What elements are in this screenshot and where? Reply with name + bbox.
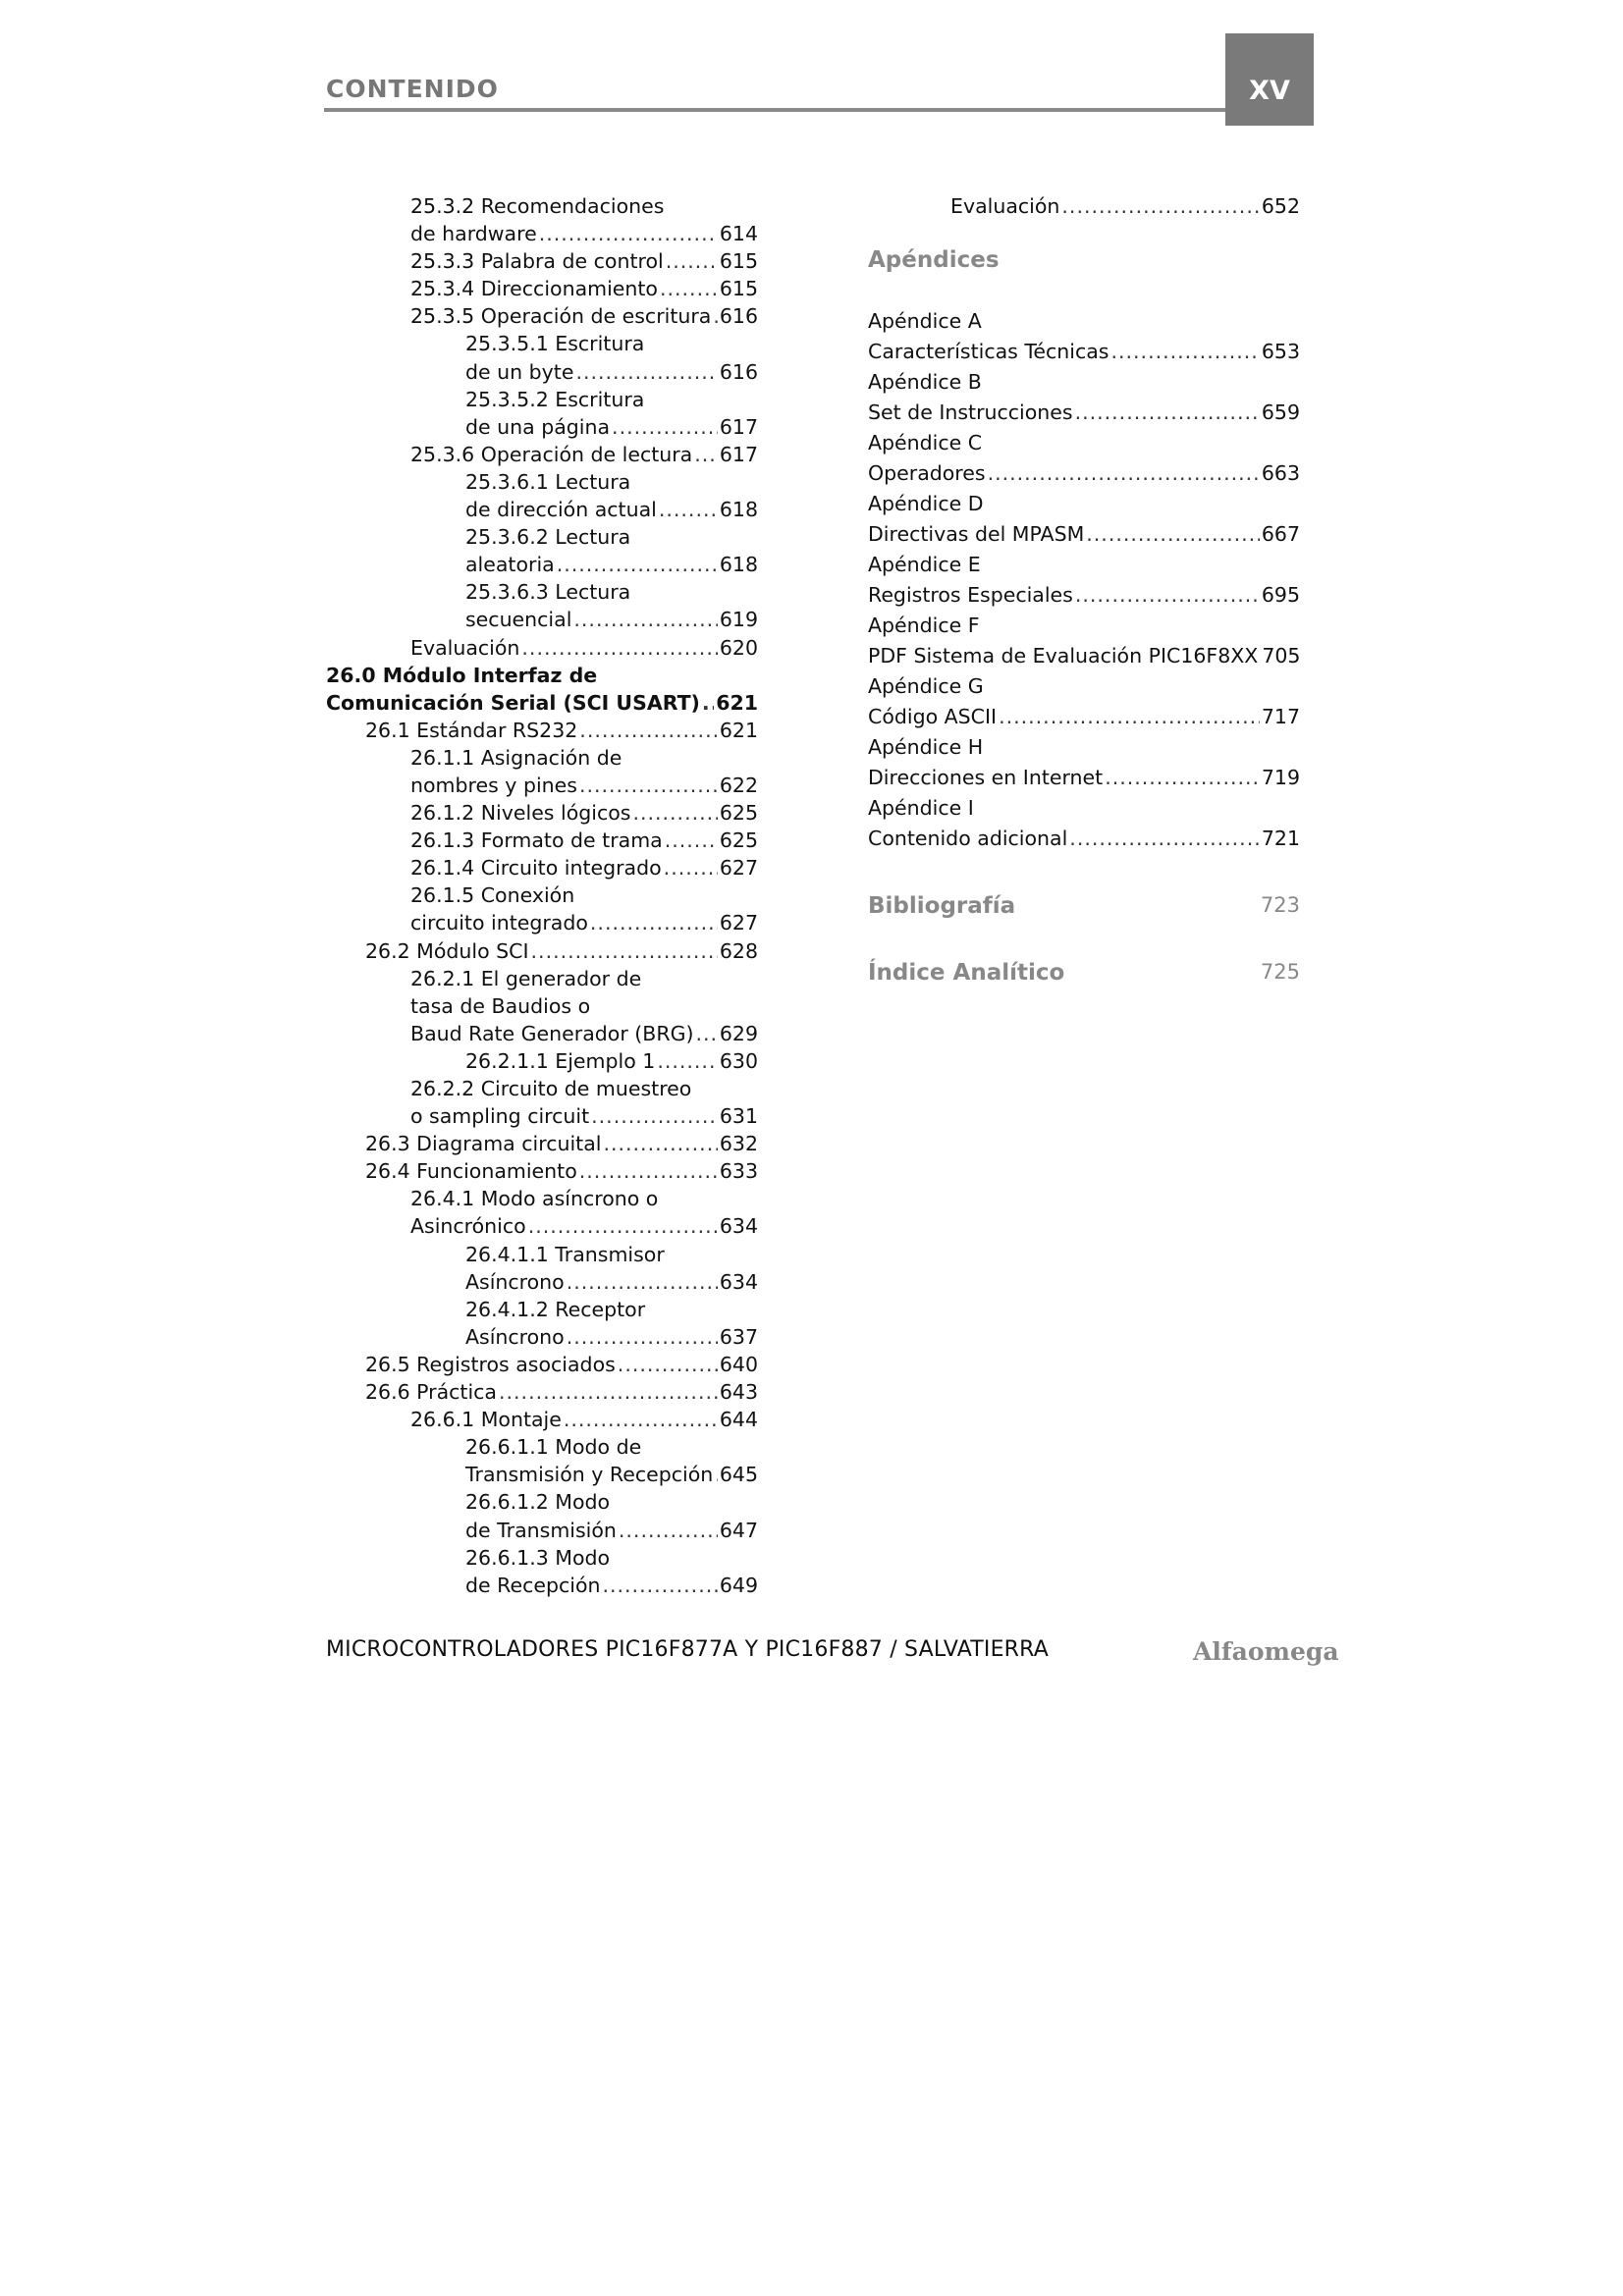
dot-leader: [521, 634, 717, 662]
appendix-title: Características Técnicas: [868, 340, 1109, 364]
toc-entry-text: 25.3.4 Direccionamiento: [410, 277, 658, 301]
toc-entry-page: 634: [719, 1214, 758, 1239]
toc-entry: [326, 468, 758, 496]
toc-entry-page: 616: [719, 304, 758, 329]
toc-entry[interactable]: [326, 799, 758, 827]
toc-entry-text: Transmisión y Recepción: [465, 1463, 714, 1487]
dot-leader: [632, 799, 717, 827]
toc-entry-text: 26.2.1.1 Ejemplo 1: [465, 1048, 656, 1073]
toc-entry[interactable]: [326, 634, 758, 662]
appendix-page: 663: [1261, 461, 1300, 486]
toc-entry-text: 25.3.5.2 Escritura: [465, 387, 645, 411]
appendix-title: Operadores: [868, 461, 986, 486]
toc-entry[interactable]: [326, 1157, 758, 1185]
toc-entry-page: 615: [719, 249, 758, 274]
toc-entry[interactable]: [326, 1130, 758, 1157]
toc-entry: [326, 1488, 758, 1516]
dot-leader: [1075, 580, 1260, 611]
toc-entry: [326, 523, 758, 551]
dot-leader: [612, 413, 718, 441]
dot-leader: [602, 1572, 717, 1599]
toc-entry-page: 622: [719, 773, 758, 797]
toc-entry-text: 25.3.6 Operación de lectura: [410, 442, 693, 466]
toc-entry-text: 25.3.5.1 Escritura: [465, 332, 645, 356]
dot-leader: [531, 937, 718, 965]
toc-entry[interactable]: [326, 827, 758, 854]
toc-entry-page: 625: [719, 828, 758, 853]
dot-leader: [603, 1130, 717, 1157]
appendix-title: Direcciones en Internet: [868, 766, 1104, 790]
toc-entry-text: aleatoria: [465, 553, 555, 577]
toc-entry-text: Evaluación: [410, 635, 520, 660]
appendix-entry[interactable]: [868, 398, 1300, 428]
toc-entry[interactable]: [326, 1323, 758, 1351]
appendix-title: Contenido adicional: [868, 827, 1068, 851]
appendices-heading: Apéndices: [868, 247, 1000, 274]
appendix-label: Apéndice I: [868, 796, 974, 821]
dot-leader: [1075, 398, 1260, 428]
toc-entry-text: 25.3.6.1 Lectura: [465, 469, 631, 494]
toc-entry-text: secuencial: [465, 608, 572, 632]
toc-entry-page: 628: [719, 938, 758, 963]
toc-entry-page: 637: [719, 1324, 758, 1349]
toc-entry-text: 26.1.2 Niveles lógicos: [410, 801, 631, 826]
toc-entry[interactable]: [326, 551, 758, 578]
toc-entry-text: 26.3 Diagrama circuital: [365, 1132, 602, 1156]
toc-entry-text: 25.3.6.3 Lectura: [465, 580, 631, 605]
toc-left-column: [326, 192, 758, 1599]
toc-entry-text: 26.4 Funcionamiento: [365, 1159, 577, 1184]
toc-entry-page: 640: [719, 1352, 758, 1376]
appendix-entry[interactable]: [868, 458, 1300, 489]
appendix-label: Apéndice A: [868, 309, 982, 334]
footer-publisher: Alfaomega: [1193, 1637, 1339, 1666]
index-page: 725: [1260, 960, 1300, 985]
toc-entry-text: Evaluación: [950, 194, 1060, 218]
toc-right-column: [868, 192, 1300, 986]
appendix-label: Apéndice B: [868, 370, 982, 395]
dot-leader: [660, 275, 718, 302]
toc-entry: [326, 1075, 758, 1102]
dot-leader: [557, 551, 718, 578]
appendix-title: PDF Sistema de Evaluación PIC16F8XX: [868, 644, 1259, 668]
toc-entry-page: 634: [719, 1269, 758, 1294]
toc-entry[interactable]: [326, 717, 758, 744]
toc-entry[interactable]: [326, 1351, 758, 1378]
toc-entry-text: de un byte: [465, 359, 574, 384]
dot-leader: [659, 496, 718, 523]
toc-entry-text: 26.1 Estándar RS232: [365, 718, 578, 742]
appendix-label: Apéndice G: [868, 674, 984, 699]
toc-entry-text: 26.1.5 Conexión: [410, 883, 575, 908]
toc-entry: [326, 881, 758, 909]
toc-entry-page: 621: [719, 718, 758, 742]
toc-entry-text: 26.5 Registros asociados: [365, 1352, 616, 1376]
running-header-title: CONTENIDO: [326, 75, 499, 103]
toc-entry[interactable]: [326, 302, 758, 330]
toc-entry[interactable]: [326, 1461, 758, 1488]
toc-entry-text: 26.2.2 Circuito de muestreo: [410, 1077, 692, 1100]
toc-entry[interactable]: [326, 1102, 758, 1130]
toc-entry: [326, 386, 758, 413]
toc-entry-page: 615: [719, 277, 758, 301]
appendix-title: Set de Instrucciones: [868, 400, 1073, 425]
toc-entry[interactable]: [326, 1212, 758, 1240]
toc-entry[interactable]: [326, 441, 758, 468]
toc-entry-page: 620: [719, 635, 758, 660]
toc-entry-text: 26.4.1.2 Receptor: [465, 1297, 646, 1321]
toc-entry-text: Comunicación Serial (SCI USART): [326, 690, 700, 715]
appendix-page: 721: [1261, 827, 1300, 851]
toc-entry-page: 627: [719, 856, 758, 881]
toc-entry: [326, 192, 758, 220]
toc-entry[interactable]: [326, 937, 758, 965]
dot-leader: [664, 854, 718, 881]
dot-leader: [695, 1020, 717, 1047]
dot-leader: [573, 606, 717, 633]
appendix-page: 695: [1261, 583, 1300, 608]
toc-entry-text: 25.3.3 Palabra de control: [410, 249, 664, 274]
toc-entry-text: tasa de Baudios o: [410, 993, 591, 1018]
toc-entry-page: 614: [719, 222, 758, 246]
toc-entry-text: 26.4.1.1 Transmisor: [465, 1242, 665, 1266]
toc-entry-page: 644: [719, 1408, 758, 1432]
dot-leader: [528, 1212, 718, 1240]
dot-leader: [591, 1102, 718, 1130]
toc-entry[interactable]: [326, 606, 758, 633]
toc-entry-text: Asíncrono: [465, 1269, 565, 1294]
toc-entry: [326, 1241, 758, 1268]
toc-entry[interactable]: [326, 1406, 758, 1433]
page-number-box: XV: [1225, 33, 1314, 126]
toc-entry-text: de hardware: [410, 222, 537, 246]
toc-entry[interactable]: [326, 1020, 758, 1047]
dot-leader: [657, 1047, 718, 1075]
appendix-entry[interactable]: [868, 337, 1300, 367]
appendix-entry[interactable]: [868, 641, 1300, 671]
toc-entry: [326, 1433, 758, 1461]
appendix-label: Apéndice E: [868, 553, 981, 577]
toc-entry-text: 26.6 Práctica: [365, 1380, 497, 1405]
toc-entry: [326, 330, 758, 357]
appendix-entry[interactable]: [868, 702, 1300, 732]
toc-entry[interactable]: [326, 1047, 758, 1075]
appendix-title: Directivas del MPASM: [868, 522, 1085, 547]
toc-entry-page: 621: [716, 690, 758, 715]
toc-entry[interactable]: [326, 1378, 758, 1406]
toc-entry[interactable]: [326, 1268, 758, 1296]
toc-entry-page: 617: [719, 414, 758, 439]
dot-leader: [713, 302, 718, 330]
toc-entry-page: 616: [719, 359, 758, 384]
toc-entry-page: 652: [1261, 194, 1300, 218]
toc-entry-text: Asíncrono: [465, 1324, 565, 1349]
toc-entry: [326, 992, 758, 1020]
toc-entry-text: 26.0 Módulo Interfaz de: [326, 663, 598, 687]
toc-entry[interactable]: [326, 247, 758, 275]
toc-entry-page: 632: [719, 1132, 758, 1156]
toc-entry[interactable]: [326, 909, 758, 936]
toc-entry-text: 26.6.1.3 Modo: [465, 1545, 611, 1570]
appendix-entry[interactable]: [868, 519, 1300, 550]
appendix-page: 717: [1261, 705, 1300, 729]
toc-entry[interactable]: [326, 413, 758, 441]
toc-entry-text: 26.1.1 Asignación de: [410, 745, 622, 770]
toc-entry-text: de una página: [465, 414, 611, 439]
toc-entry-evaluacion[interactable]: [868, 192, 1300, 220]
dot-leader: [567, 1268, 718, 1296]
dot-leader: [1069, 824, 1260, 854]
toc-entry: [326, 1544, 758, 1572]
toc-entry[interactable]: [326, 689, 758, 717]
toc-entry: [326, 578, 758, 606]
footer-book-title: MICROCONTROLADORES PIC16F877A Y PIC16F887 / SALVATIERRA: [326, 1637, 1050, 1662]
toc-entry-text: Asincrónico: [410, 1214, 526, 1239]
header-rule: [324, 108, 1308, 112]
appendix-page: 719: [1261, 766, 1300, 790]
toc-entry[interactable]: [326, 496, 758, 523]
dot-leader: [666, 247, 718, 275]
appendix-entry[interactable]: [868, 763, 1300, 793]
dot-leader: [575, 358, 717, 386]
toc-entry-text: 25.3.5 Operación de escritura: [410, 304, 712, 329]
toc-entry-page: 630: [719, 1048, 758, 1073]
appendix-label: Apéndice C: [868, 431, 983, 455]
bibliography-page: 723: [1260, 893, 1300, 918]
dot-leader: [590, 909, 718, 936]
toc-entry-text: de Recepción: [465, 1573, 601, 1597]
toc-entry-text: 26.4.1 Modo asíncrono o: [410, 1187, 659, 1211]
appendix-list: [868, 306, 1300, 854]
toc-entry-text: 26.2.1 El generador de: [410, 966, 642, 990]
toc-entry[interactable]: [326, 275, 758, 302]
dot-leader: [988, 458, 1260, 489]
appendix-page: 659: [1261, 400, 1300, 425]
toc-entry[interactable]: [326, 358, 758, 386]
toc-entry-text: 26.6.1.2 Modo: [465, 1490, 611, 1515]
toc-entry: [326, 965, 758, 992]
dot-leader: [619, 1517, 718, 1544]
dot-leader: [579, 1157, 718, 1185]
toc-entry-bibliografia[interactable]: [868, 893, 1300, 919]
toc-entry[interactable]: [326, 772, 758, 799]
toc-entry: [326, 662, 758, 689]
appendix-entry[interactable]: [868, 824, 1300, 854]
toc-entry[interactable]: [326, 1517, 758, 1544]
dot-leader: [1086, 519, 1260, 550]
toc-entry-page: 645: [719, 1463, 758, 1487]
toc-entry-text: o sampling circuit: [410, 1104, 590, 1129]
toc-entry-page: 649: [719, 1573, 758, 1597]
toc-entry-text: Baud Rate Generador (BRG): [410, 1021, 694, 1045]
dot-leader: [665, 827, 718, 854]
dot-leader: [564, 1406, 718, 1433]
appendix-entry[interactable]: [868, 580, 1300, 611]
dot-leader: [579, 772, 718, 799]
toc-entry-page: 627: [719, 911, 758, 935]
toc-entry-text: circuito integrado: [410, 911, 588, 935]
toc-entry-page: 618: [719, 498, 758, 522]
toc-entry-page: 625: [719, 801, 758, 826]
dot-leader: [499, 1378, 718, 1406]
toc-entry-text: 25.3.6.2 Lectura: [465, 525, 631, 550]
toc-entry[interactable]: [326, 854, 758, 881]
toc-entry-page: 629: [719, 1021, 758, 1045]
toc-entry-text: de dirección actual: [465, 498, 657, 522]
appendix-label: Apéndice H: [868, 735, 984, 760]
dot-leader: [579, 717, 718, 744]
toc-entry-text: nombres y pines: [410, 773, 577, 797]
toc-entry-text: de Transmisión: [465, 1518, 617, 1542]
dot-leader: [567, 1323, 718, 1351]
toc-entry-page: 647: [719, 1518, 758, 1542]
toc-entry-page: 619: [719, 608, 758, 632]
bibliography-title: Bibliografía: [868, 893, 1016, 920]
toc-entry: [326, 1185, 758, 1212]
dot-leader: [1061, 192, 1259, 220]
toc-entry-text: 26.2 Módulo SCI: [365, 938, 529, 963]
toc-entry-text: 25.3.2 Recomendaciones: [410, 194, 665, 218]
toc-entry-page: 643: [719, 1380, 758, 1405]
appendix-page: 653: [1261, 340, 1300, 364]
appendix-title: Código ASCII: [868, 705, 998, 729]
index-title: Índice Analítico: [868, 960, 1065, 987]
toc-entry[interactable]: [326, 1572, 758, 1599]
dot-leader: [702, 689, 714, 717]
toc-entry-text: 26.1.4 Circuito integrado: [410, 856, 662, 881]
appendix-label: Apéndice D: [868, 492, 984, 516]
dot-leader: [1105, 763, 1260, 793]
appendix-label: Apéndice F: [868, 614, 980, 638]
toc-entry[interactable]: [326, 220, 758, 247]
appendix-page: 667: [1261, 522, 1300, 547]
toc-entry-page: 631: [719, 1104, 758, 1129]
appendix-title: Registros Especiales: [868, 583, 1073, 608]
dot-leader: [1110, 337, 1259, 367]
toc-entry-text: 26.6.1.1 Modo de: [465, 1435, 642, 1460]
toc-entry-page: 633: [719, 1159, 758, 1184]
toc-entry-page: 618: [719, 553, 758, 577]
appendix-page: 705: [1262, 644, 1301, 668]
toc-entry-indice[interactable]: [868, 960, 1300, 986]
toc-entry-text: 26.6.1 Montaje: [410, 1408, 562, 1432]
toc-entry: [326, 1296, 758, 1323]
dot-leader: [694, 441, 718, 468]
dot-leader: [618, 1351, 718, 1378]
dot-leader: [715, 1461, 718, 1488]
dot-leader: [539, 220, 718, 247]
dot-leader: [999, 702, 1260, 732]
toc-entry-text: 26.1.3 Formato de trama: [410, 828, 663, 853]
toc-entry: [326, 744, 758, 772]
toc-entry-page: 617: [719, 442, 758, 466]
